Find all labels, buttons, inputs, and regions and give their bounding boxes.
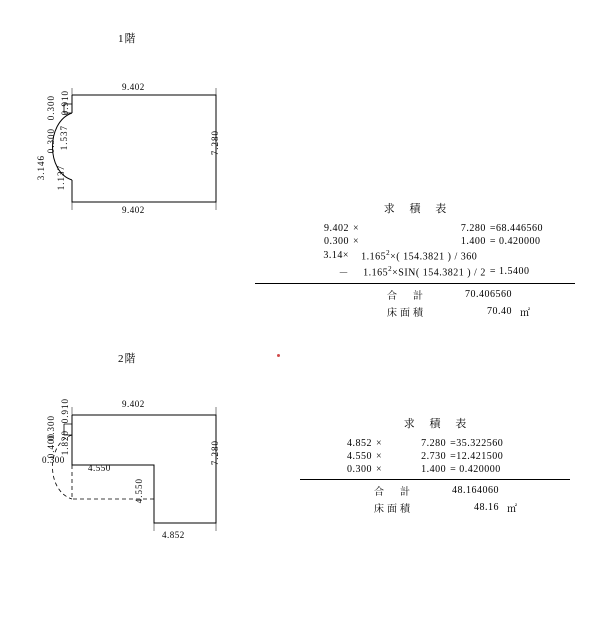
floor2-dim-inner-h: 4.550 <box>88 463 111 473</box>
calc-result: = 0.420000 <box>450 464 501 475</box>
floor1-label: 1階 <box>118 33 137 45</box>
floor2-dim-inner-v: 4.550 <box>134 478 144 504</box>
calc-a: 4.852 <box>347 438 372 449</box>
floor1-totals <box>385 286 533 320</box>
table-row <box>255 235 545 248</box>
table-row <box>300 450 505 463</box>
table-row <box>385 286 533 303</box>
floor2-dim-top: 9.402 <box>122 399 145 409</box>
floor2-dim-right: 7.280 <box>210 440 220 466</box>
calc-a: 9.402 <box>324 223 349 234</box>
table-row <box>255 248 545 263</box>
calc-result: = 1.5400 <box>489 266 530 278</box>
calc-a: － <box>338 268 349 280</box>
floor1-dim-left-c: 0.910 <box>60 90 70 116</box>
floor1-dim-bottom: 9.402 <box>122 205 145 215</box>
area-value: 70.40 <box>487 306 512 318</box>
table-row <box>372 482 520 499</box>
floor2-plan <box>40 395 260 540</box>
floor2-calc-table <box>300 415 570 516</box>
calc-b: 1.400 <box>421 464 447 475</box>
calc-a: 4.550 <box>347 451 372 462</box>
floor2-label: 2階 <box>118 353 137 365</box>
floor2-dim-left-a: 0.300 <box>46 415 56 441</box>
floor2-dim-left-b: 0.300 <box>42 455 65 465</box>
calc-b: 7.280 <box>460 223 486 234</box>
calc-op <box>351 248 361 263</box>
calc-result: = 0.420000 <box>489 236 541 247</box>
floor1-dim-left-e: 3.146 <box>36 155 46 181</box>
area-unit: ㎡ <box>520 308 531 320</box>
floor1-dim-left-a: 0.300 <box>46 95 56 121</box>
floor1-dim-left-d: 1.537 <box>59 125 69 151</box>
table-row <box>372 499 520 516</box>
table-row <box>255 263 545 280</box>
total-label: 合 計 <box>387 291 426 303</box>
total-label: 合 計 <box>374 487 413 498</box>
floor2-calc-rows <box>300 437 505 476</box>
area-unit: ㎡ <box>507 504 518 515</box>
area-label: 床面積 <box>374 504 413 515</box>
floor2-calc-title: 求 積 表 <box>403 418 473 430</box>
calc-op: × <box>376 451 383 462</box>
floor2-dim-left-c: 0.910 <box>60 398 70 424</box>
calc-result: =68.446560 <box>489 223 543 234</box>
floor1-dim-right: 7.280 <box>210 130 220 156</box>
calc-op <box>351 263 361 280</box>
total-value: 70.406560 <box>465 289 512 301</box>
calc-op: × <box>376 464 383 475</box>
area-label: 床面積 <box>387 308 426 320</box>
table-row <box>300 437 505 450</box>
total-unit <box>501 482 520 499</box>
floor1-dim-left-b: 0.300 <box>46 128 56 154</box>
calc-a: 0.300 <box>324 236 349 247</box>
calc-b: $1.165^2\times$( 154.3821 ) / 360 <box>361 249 478 263</box>
calc-result: =35.322560 <box>450 438 504 449</box>
calc-b: 7.280 <box>421 438 447 449</box>
floor1-dim-top: 9.402 <box>122 82 145 92</box>
table-row <box>255 222 545 235</box>
floor2-dim-left-d: 0.400 <box>46 433 56 459</box>
calc-a: 0.300 <box>347 464 372 475</box>
calc-divider <box>255 283 575 284</box>
floor2-totals <box>372 482 520 516</box>
floor1-calc-table <box>255 200 575 320</box>
floor2-dim-left-e: 1.820 <box>60 430 70 456</box>
calc-op: × <box>353 236 360 247</box>
calc-b: $1.165^2\times SIN$( 154.3821 ) / 2 <box>363 265 486 279</box>
calc-b: 1.400 <box>460 236 486 247</box>
calc-op: × <box>353 223 360 234</box>
floor1-calc-rows <box>255 222 545 280</box>
table-row <box>385 303 533 320</box>
table-row <box>300 463 505 476</box>
calc-a: 3.14× <box>323 250 349 262</box>
total-value: 48.164060 <box>452 485 499 496</box>
floor1-calc-title: 求 積 表 <box>383 203 453 215</box>
total-unit <box>514 286 533 303</box>
calc-op: × <box>376 438 383 449</box>
calc-result: =12.421500 <box>450 451 504 462</box>
area-value: 48.16 <box>474 502 499 513</box>
floor1-plan <box>40 80 260 220</box>
calc-b: 2.730 <box>421 451 447 462</box>
floor1-dim-left-f: 1.137 <box>56 165 66 191</box>
calc-divider <box>300 479 570 480</box>
red-dot-marker <box>277 354 280 357</box>
floor2-dim-bottom-right: 4.852 <box>162 530 185 540</box>
